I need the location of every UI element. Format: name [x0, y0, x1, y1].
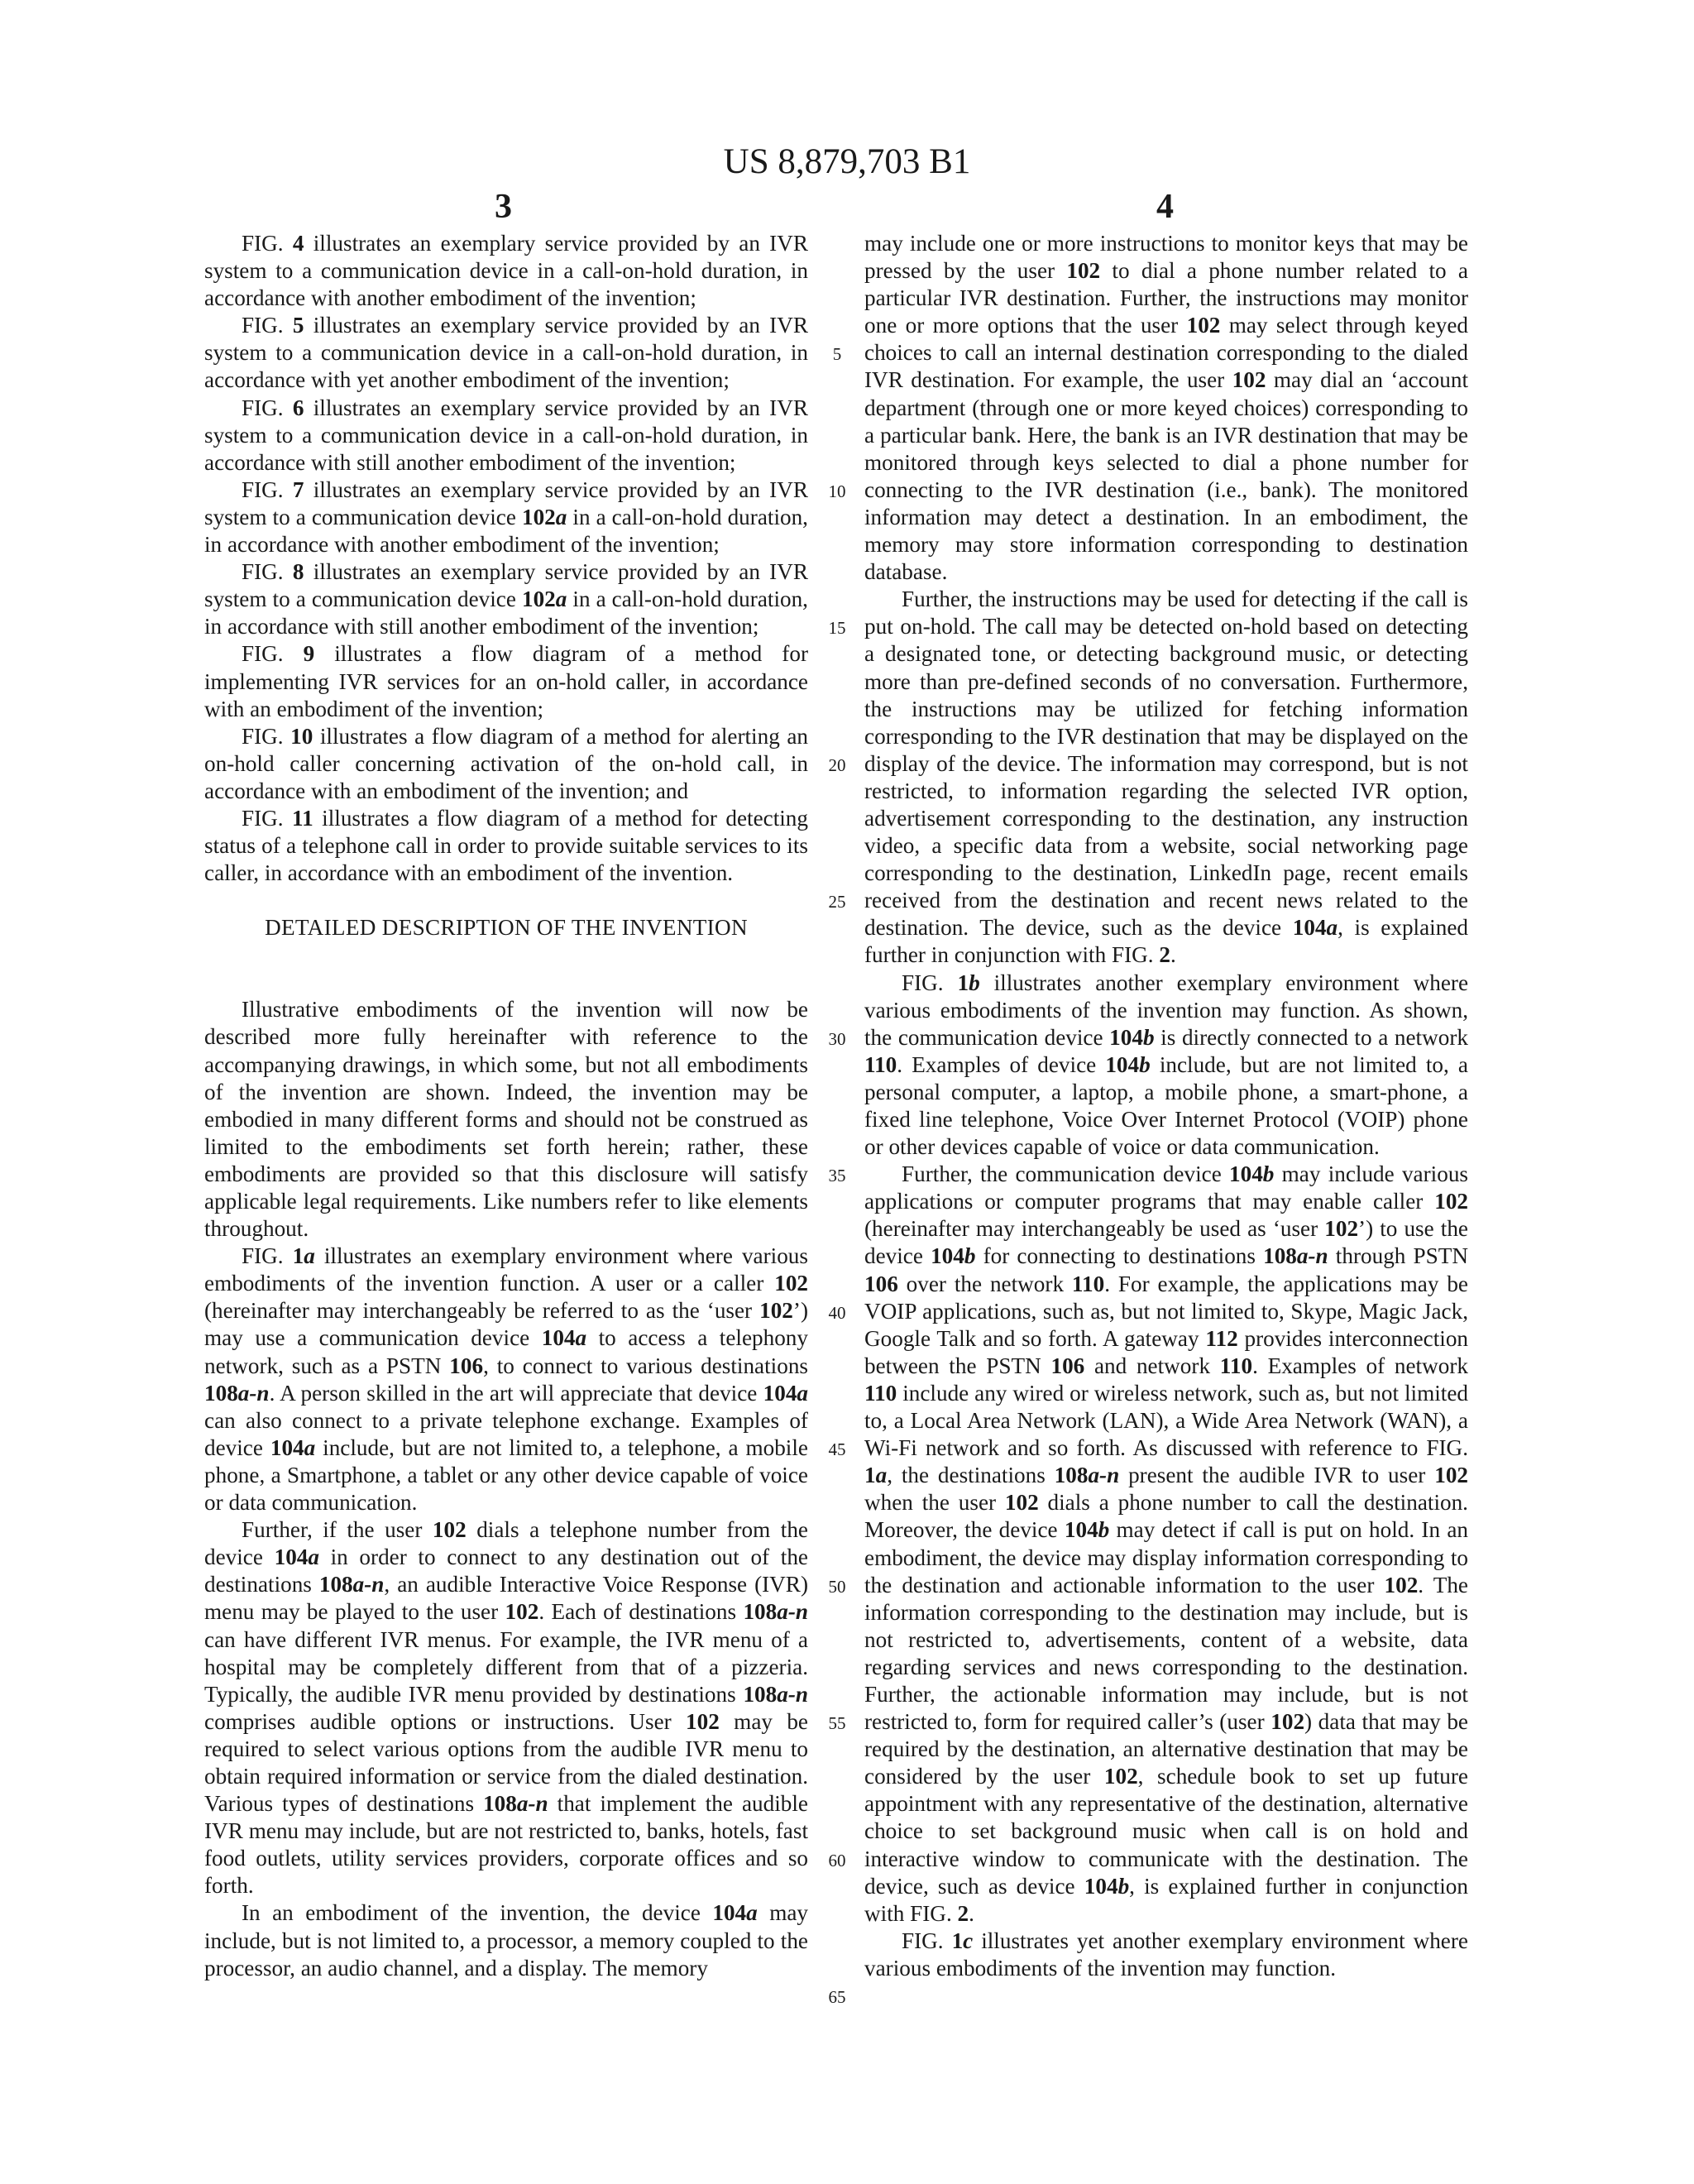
right-column: [864, 230, 1468, 1982]
line-number: 65: [828, 1987, 846, 2008]
line-number: 45: [828, 1439, 846, 1460]
fig-description: FIG. 10 illustrates a flow diagram of a method for alerting an on-hold caller concerning activation of the on-hold call, in accordance with an embodiment of the invention; and: [204, 723, 808, 803]
fig-description: FIG. 8 illustrates an exemplary service provided by an IVR system to a communication device 102a in a call-on-hold duration, in accordance with still another embodiment of the invention;: [204, 559, 808, 639]
line-number: 5: [832, 344, 842, 365]
line-number: 10: [828, 481, 846, 501]
line-number: 20: [828, 754, 846, 775]
fig-description: FIG. 9 illustrates a flow diagram of a method for implementing IVR services for an on-hold caller, in accordance with an embodiment of the invention;: [204, 641, 808, 721]
fig-description: FIG. 5 illustrates an exemplary service provided by an IVR system to a communication device in a call-on-hold duration, in accordance with yet another embodiment of the invention;: [204, 313, 808, 393]
line-number: 60: [828, 1850, 846, 1870]
fig-description: FIG. 6 illustrates an exemplary service provided by an IVR system to a communication device in a call-on-hold duration, in accordance with still another embodiment of the invention;: [204, 395, 808, 475]
line-number: 15: [828, 618, 846, 639]
patent-number: US 8,879,703 B1: [723, 142, 971, 181]
body-paragraph: may include one or more instructions to monitor keys that may be pressed by the user 102 to dial a phone number related to a particular IVR destination. Further, the instructions may monitor one or more options that the user 102 may select through keyed choices to call an internal destination corresponding to the dialed IVR destination. For example, the user 102 may dial an ‘account department (through one or more keyed choices) corresponding to a particular bank. Here, the bank is an IVR destination that may be monitored through keys selected to dial a phone number for connecting to the IVR destination (i.e., bank). The monitored information may detect a destination. In an embodiment, the memory may store information corresponding to destination database.: [864, 231, 1468, 585]
fig-description: FIG. 4 illustrates an exemplary service provided by an IVR system to a communication device in a call-on-hold duration, in accordance with another embodiment of the invention;: [204, 231, 808, 311]
line-number: 35: [828, 1166, 846, 1186]
line-number: 55: [828, 1713, 846, 1734]
fig-description: FIG. 7 illustrates an exemplary service provided by an IVR system to a communication device 102a in a call-on-hold duration, in accordance with another embodiment of the invention;: [204, 477, 808, 558]
section-heading: DETAILED DESCRIPTION OF THE INVENTION: [265, 915, 748, 941]
left-column-number: 3: [495, 188, 512, 226]
right-column-number: 4: [1156, 188, 1174, 226]
body-paragraph: Illustrative embodiments of the invention will now be described more fully hereinafter with reference to the accompanying drawings, in which some, but not all embodiments of the invention are shown. Indeed, the invention may be embodied in many different forms and should not be construed as limited to the embodiments set forth herein; rather, these embodiments are provided so that this disclosure will satisfy applicable legal requirements. Like numbers refer to like elements throughout.: [204, 997, 808, 1242]
line-number: 30: [828, 1028, 846, 1049]
left-column: [204, 230, 808, 1982]
body-paragraph: FIG. 1b illustrates another exemplary environment where various embodiments of the invention may function. As shown, the communication device 104b is directly connected to a network 110. Examples of device 104b include, but are not limited to, a personal computer, a laptop, a mobile phone, a smart-phone, a fixed line telephone, Voice Over Internet Protocol (VOIP) phone or other devices capable of voice or data communication.: [864, 970, 1469, 1160]
body-paragraph: Further, the instructions may be used for detecting if the call is put on-hold. The call may be detected on-hold based on detecting a designated tone, or detecting background music, or detecting more than pre-defined seconds of no conversation. Furthermore, the instructions may be utilized for fetching information corresponding to the IVR destination that may be displayed on the display of the device. The information may correspond, but is not restricted, to information regarding the selected IVR option, advertisement corresponding to the destination, any instruction video, a specific data from a website, social networking page corresponding to the destination, LinkedIn page, recent emails received from the destination and recent news related to the destination. The device, such as the device 104a, is explained further in conjunction with FIG. 2.: [864, 587, 1468, 968]
body-paragraph: FIG. 1c illustrates yet another exemplary environment where various embodiments of the invention may function.: [864, 1928, 1468, 1980]
fig-description: FIG. 11 illustrates a flow diagram of a method for detecting status of a telephone call in order to provide suitable services to its caller, in accordance with an embodiment of the invention.: [204, 805, 808, 886]
line-number: 25: [828, 892, 846, 912]
line-number: 40: [828, 1302, 846, 1323]
body-paragraph: Further, the communication device 104b may include various applications or computer programs that may enable caller 102 (hereinafter may interchangeably be used as ‘user 102’) to use the device 104b for connecting to destinations 108a-n through PSTN 106 over the network 110. For example, the applications may be VOIP applications, such as, but not limited to, Skype, Magic Jack, Google Talk and so forth. A gateway 112 provides interconnection between the PSTN 106 and network 110. Examples of network 110 include any wired or wireless network, such as, but not limited to, a Local Area Network (LAN), a Wide Area Network (WAN), a Wi-Fi network and so forth. As discussed with reference to FIG. 1a, the destinations 108a-n present the audible IVR to user 102 when the user 102 dials a phone number to call the destination. Moreover, the device 104b may detect if call is put on hold. In an embodiment, the device may display information corresponding to the destination and actionable information to the user 102. The information corresponding to the destination may include, but is not restricted to, advertisements, content of a website, data regarding services and news corresponding to the destination. Further, the actionable information may include, but is not restricted to, form for required caller’s (user 102) data that may be required by the destination, an alternative destination that may be considered by the user 102, schedule book to set up future appointment with any representative of the destination, alternative choice to set background music when call is on hold and interactive window to communicate with the destination. The device, such as device 104b, is explained further in conjunction with FIG. 2.: [864, 1161, 1469, 1926]
line-number: 50: [828, 1576, 846, 1597]
body-paragraph: FIG. 1a illustrates an exemplary environment where various embodiments of the invention function. A user or a caller 102 (hereinafter may interchangeably be referred to as the ‘user 102’) may use a communication device 104a to access a telephony network, such as a PSTN 106, to connect to various destinations 108a-n. A person skilled in the art will appreciate that device 104a can also connect to a private telephone exchange. Examples of device 104a include, but are not limited to, a telephone, a mobile phone, a Smartphone, a tablet or any other device capable of voice or data communication.: [204, 1243, 808, 1516]
body-paragraph: Further, if the user 102 dials a telephone number from the device 104a in order to connect to any destination out of the destinations 108a-n, an audible Interactive Voice Response (IVR) menu may be played to the user 102. Each of destinations 108a-n can have different IVR menus. For example, the IVR menu of a hospital may be completely different from that of a pizzeria. Typically, the audible IVR menu provided by destinations 108a-n comprises audible options or instructions. User 102 may be required to select various options from the audible IVR menu to obtain required information or service from the dialed destination. Various types of destinations 108a-n that implement the audible IVR menu may include, but are not restricted to, banks, hotels, fast food outlets, utility services providers, corporate offices and so forth.: [204, 1517, 809, 1899]
body-paragraph: In an embodiment of the invention, the device 104a may include, but is not limited to, a processor, a memory coupled to the processor, an audio channel, and a display. The memory: [204, 1900, 808, 1980]
